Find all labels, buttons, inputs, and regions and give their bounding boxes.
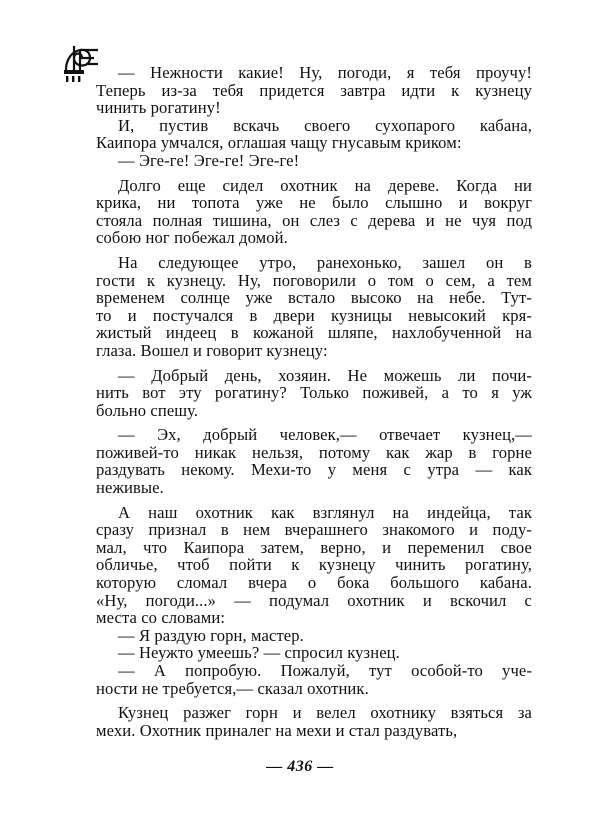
paragraph [96, 64, 532, 117]
paragraph [96, 177, 532, 247]
paragraph [96, 254, 532, 360]
text-line: — Я раздую горн, мастер. [118, 625, 304, 645]
text-line: — Добрый день, хозяин. Не можешь ли почи- [118, 365, 532, 385]
page-number: — 436 — [266, 758, 334, 775]
paragraph [96, 504, 532, 627]
text-line: которую сломал вчера о бока большого кабана. [96, 573, 532, 593]
text-line: места со словами: [96, 608, 226, 628]
text-line: Теперь из-за тебя придется завтра идти к кузнецу [96, 80, 532, 100]
text-line: то и постучался в двери кузницы невысокий кря- [96, 305, 532, 325]
paragraph [96, 426, 532, 496]
text-line: больно спешу. [96, 400, 199, 420]
text-line: гости к кузнецу. Ну, поговорили о том о сем, а тем [96, 270, 532, 290]
text-line: И, пустив вскачь своего сухопарого кабана, [118, 115, 532, 135]
text-line: поживей-то никак нельзя, потому как жар в горне [96, 442, 532, 462]
text-line: ности не требуется,— сказал охотник. [96, 678, 369, 698]
text-line: сразу признал в нем вчерашнего знакомого и поду- [96, 520, 532, 540]
paragraph [96, 117, 532, 152]
text-line: — Эх, добрый человек,— отвечает кузнец,— [118, 425, 532, 445]
text-line: обличье, чтоб пойти к кузнецу чинить рогатину, [96, 555, 532, 575]
text-line: нить вот эту рогатину? Только поживей, а то я уж [96, 383, 532, 403]
text-line: неживые. [96, 478, 164, 498]
paragraph [96, 367, 532, 420]
text-line: — Нежности какие! Ну, погоди, я тебя проучу! [118, 63, 532, 82]
text-line: — Эге-ге! Эге-ге! Эге-ге! [118, 150, 300, 170]
paragraph [96, 644, 532, 662]
text-line: «Ну, погоди...» — подумал охотник и вскочил с [96, 590, 532, 610]
text-line: жистый индеец в кожаной шляпе, нахлобученной на [96, 323, 532, 343]
text-line: временем солнце уже встало высоко на небе. Тут- [96, 288, 532, 308]
text-line: Кузнец разжег горн и велел охотнику взяться за [118, 703, 532, 723]
text-line: собою ног побежал домой. [96, 228, 288, 248]
text-line: крика, ни топота уже не было слышно и вокруг [96, 193, 532, 213]
text-line: А наш охотник как взглянул на индейца, так [118, 502, 532, 522]
ornament-icon [60, 40, 100, 82]
text-line: Долго еще сидел охотник на дереве. Когда ни [118, 175, 532, 195]
text-line: На следующее утро, ранехонько, зашел он в [118, 252, 532, 272]
paragraph [96, 627, 532, 645]
text-line: — Неужто умеешь? — спросил кузнец. [118, 643, 400, 663]
text-line: глаза. Вошел и говорит кузнецу: [96, 340, 328, 360]
text-line: мехи. Охотник приналег на мехи и стал раздувать, [96, 720, 458, 740]
text-line: мал, что Каипора затем, верно, и переменил свое [96, 537, 532, 557]
paragraph [96, 662, 532, 697]
text-line: раздувать некому. Мехи-то у меня с утра — как [96, 460, 532, 480]
paragraph [96, 152, 532, 170]
text-line: стояла полная тишина, он слез с дерева и не чуя под [96, 210, 532, 230]
text-line: чинить рогатину! [96, 98, 221, 118]
text-line: — А попробую. Пожалуй, тут особой-то уче- [118, 661, 532, 680]
text-line: Каипора умчался, оглашая чащу гнусавым криком: [96, 133, 462, 153]
paragraph [96, 704, 532, 739]
body-text [96, 64, 532, 739]
